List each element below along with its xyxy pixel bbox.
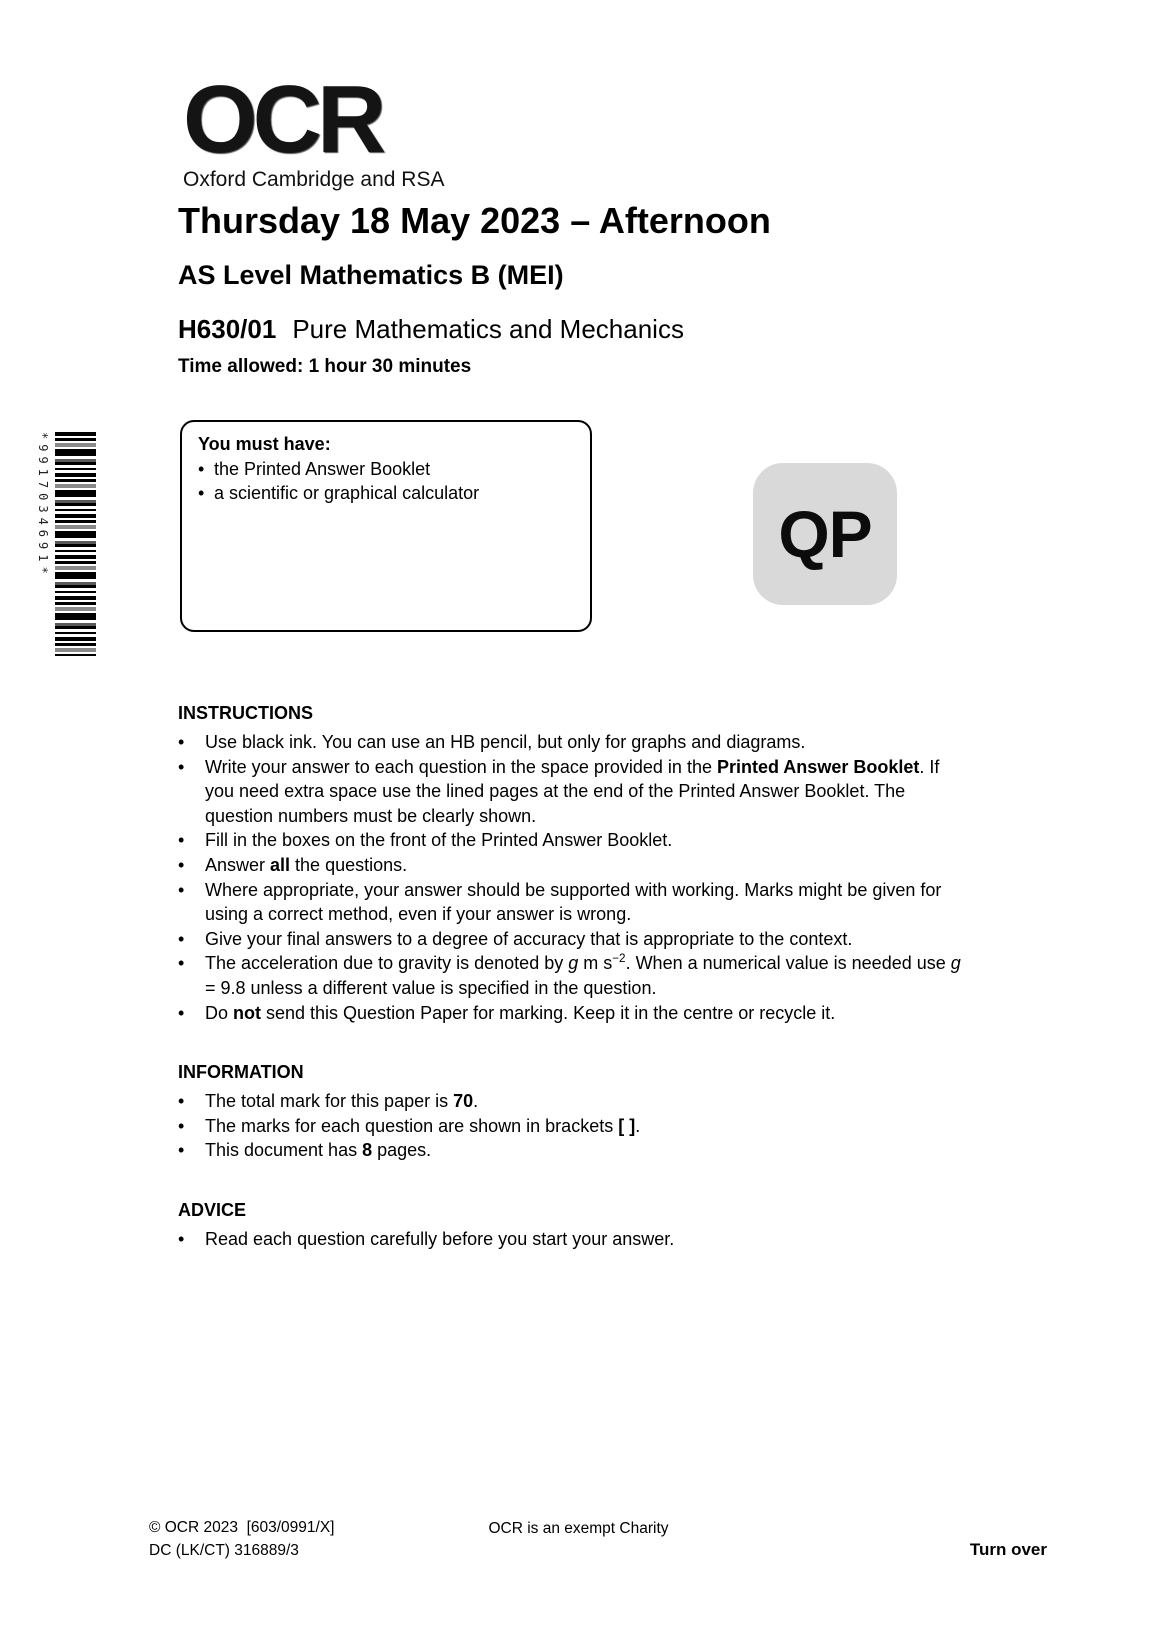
section-instructions [178,700,978,1025]
paper-title: Pure Mathematics and Mechanics [292,314,684,344]
bullet-list [178,1227,978,1252]
must-have-heading: You must have: [198,434,331,454]
bullet-item [178,755,978,829]
bullet-text: Where appropriate, your answer should be supported with working. Marks might be given for using a correct method, even if your answer is wrong. [205,879,942,925]
bullet-text: Give your final answers to a degree of accuracy that is appropriate to the context. [205,928,853,949]
barcode-number: *9917034691* [36,432,50,579]
bullet-text: Fill in the boxes on the front of the Printed Answer Booklet. [205,830,673,851]
bullet-item [178,828,978,853]
bullet-icon: • [198,459,205,479]
section-heading: ADVICE [178,1199,247,1220]
ocr-logo-text: OCR [183,66,382,173]
bullet-icon: • [178,1140,185,1161]
bullet-text: The total mark for this paper is 70. [205,1091,479,1112]
bullet-text: Use black ink. You can use an HB pencil, but only for graphs and diagrams. [205,732,806,752]
barcode-stripes [55,432,96,656]
bullet-text: The acceleration due to gravity is denoted by g m $s^{-2}$. When a numerical value is needed use g = 9.8 unless a different value is specified in the question. [205,952,961,998]
bullet-item [178,951,978,1000]
must-have-item-label: the Printed Answer Booklet [214,459,431,479]
bullet-text: Answer all the questions. [205,854,408,875]
bullet-icon: • [198,483,205,503]
bullet-item [178,878,978,927]
barcode [36,432,98,656]
qp-badge: QP [753,463,897,605]
must-have-item [198,457,574,481]
bullet-item [178,1138,978,1163]
turn-over-label: Turn over [969,1540,1047,1559]
paper-line [178,314,684,345]
bullet-item [178,1114,978,1139]
bullet-icon: • [178,732,185,752]
ocr-logo [183,66,445,192]
bullet-icon: • [178,879,185,900]
bullet-item [178,1089,978,1114]
must-have-item-label: a scientific or graphical calculator [214,483,480,503]
bullet-icon: • [178,1091,185,1112]
section-heading: INFORMATION [178,1062,304,1083]
section-information [178,1059,978,1163]
bullet-text: This document has 8 pages. [205,1140,432,1161]
footer-copyright-line2: DC (LK/CT) 316889/3 [149,1542,299,1559]
bullet-icon: • [178,756,185,777]
bullet-text: Do not send this Question Paper for marking. Keep it in the centre or recycle it. [205,1002,836,1023]
bullet-item [178,730,978,755]
paper-code: H630/01 [178,314,277,344]
bullet-icon: • [178,854,185,875]
sections [178,700,978,1286]
footer-copyright-line1: © OCR 2023 [603/0991/X] [149,1519,335,1536]
must-have-item [198,481,574,505]
section-advice [178,1197,978,1252]
bullet-text: The marks for each question are shown in brackets [ ]. [205,1115,641,1136]
section-heading: INSTRUCTIONS [178,703,313,723]
ocr-logo-tagline: Oxford Cambridge and RSA [183,168,445,191]
bullet-icon: • [178,1228,185,1249]
bullet-icon: • [178,1115,185,1136]
qualification-subtitle: AS Level Mathematics B (MEI) [178,260,564,290]
bullet-item [178,853,978,878]
bullet-item [178,1227,978,1252]
must-have-list [198,457,574,505]
page-title: Thursday 18 May 2023 – Afternoon [178,200,771,241]
bullet-icon: • [178,953,185,974]
bullet-text: Write your answer to each question in the space provided in the Printed Answer Booklet. If you need extra space use the lined pages at the end of the Printed Answer Booklet. The question numbers must be clearly shown. [205,756,940,826]
footer-charity: OCR is an exempt Charity [488,1520,669,1537]
time-allowed: Time allowed: 1 hour 30 minutes [178,356,472,377]
bullet-text: Read each question carefully before you start your answer. [205,1228,675,1249]
bullet-item [178,1001,978,1026]
must-have-box [180,420,592,632]
bullet-icon: • [178,1002,185,1023]
bullet-icon: • [178,830,185,851]
bullet-item [178,927,978,952]
bullet-icon: • [178,928,185,949]
bullet-list [178,730,978,1025]
bullet-list [178,1089,978,1163]
